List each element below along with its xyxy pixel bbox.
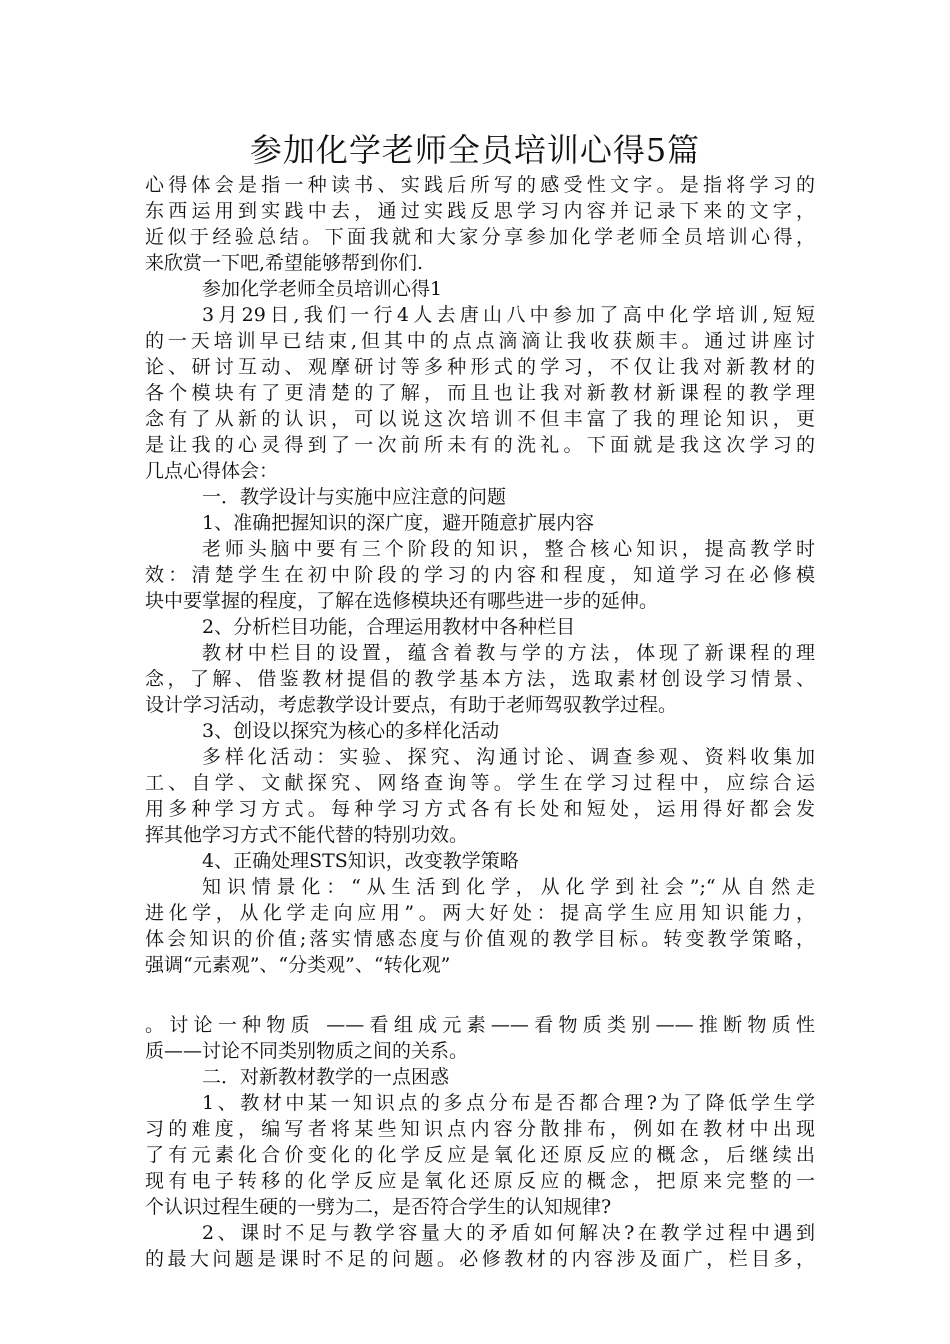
text-line: 老师头脑中要有三个阶段的知识，整合核心知识，提高教学时 [202,538,815,560]
subsection-heading: 1、准确把握知识的深广度，避开随意扩展内容 [202,512,595,534]
text-line: 质——讨论不同类别物质之间的关系。 [145,1040,469,1062]
text-line: 是让我的心灵得到了一次前所未有的洗礼。下面就是我这次学习的 [145,434,815,456]
text-line: 体会知识的价值;落实情感态度与价值观的教学目标。转变教学策略， [145,928,815,950]
blank-line [145,978,815,1012]
text-line: 知识情景化：“从生活到化学，从化学到社会”;“从自然走 [202,876,815,898]
text-line: 各个模块有了更清楚的了解，而且也让我对新教材新课程的教学理 [145,382,815,404]
text-line: 工、自学、文献探究、网络查询等。学生在学习过程中，应综合运 [145,772,815,794]
section-heading: 参加化学老师全员培训心得1 [202,278,443,300]
subsection-heading: 3、创设以探究为核心的多样化活动 [202,720,500,742]
text-line: 强调“元素观”、“分类观”、“转化观” [145,954,451,976]
text-line: 3月29日,我们一行4人去唐山八中参加了高中化学培训,短短 [202,304,815,326]
text-line: 来欣赏一下吧,希望能够帮到你们. [145,252,424,274]
text-line: 教材中栏目的设置，蕴含着教与学的方法，体现了新课程的理 [202,642,815,664]
text-line: 用多种学习方式。每种学习方式各有长处和短处，运用得好都会发 [145,798,815,820]
text-line: 念，了解、借鉴教材提倡的教学基本方法，选取素材创设学习情景、 [145,668,815,690]
text-line: 念有了从新的认识，可以说这次培训不但丰富了我的理论知识，更 [145,408,815,430]
text-line: 2、课时不足与教学容量大的矛盾如何解决?在教学过程中遇到 [202,1222,815,1244]
text-line: 习的难度，编写者将某些知识点内容分散排布，例如在教材中出现 [145,1118,815,1140]
text-line: 个认识过程生硬的一劈为二，是否符合学生的认知规律? [145,1196,612,1218]
text-line: 的一天培训早已结束,但其中的点点滴滴让我收获颇丰。通过讲座讨 [145,330,815,352]
text-line: 几点心得体会： [145,460,279,482]
text-line: 的最大问题是课时不足的问题。必修教材的内容涉及面广，栏目多， [145,1248,815,1270]
text-line: 近似于经验总结。下面我就和大家分享参加化学老师全员培训心得， [145,226,815,248]
text-line: 挥其他学习方式不能代替的特别功效。 [145,824,469,846]
text-line: 论、研讨互动、观摩研讨等多种形式的学习，不仅让我对新教材的 [145,356,815,378]
text-line: 东西运用到实践中去，通过实践反思学习内容并记录下来的文字， [145,200,815,222]
text-line: 心得体会是指一种读书、实践后所写的感受性文字。是指将学习的 [145,174,815,196]
text-line: 效：清楚学生在初中阶段的学习的内容和程度，知道学习在必修模 [145,564,815,586]
text-line: 块中要掌握的程度，了解在选修模块还有哪些进一步的延伸。 [145,590,659,612]
document-body [145,172,815,1272]
text-line: 设计学习活动，考虑教学设计要点，有助于老师驾驭教学过程。 [145,694,678,716]
section-heading: 二．对新教材教学的一点困惑 [202,1066,450,1088]
text-line: 进化学，从化学走向应用”。两大好处：提高学生应用知识能力， [145,902,815,924]
section-heading: 一．教学设计与实施中应注意的问题 [202,486,507,508]
subsection-heading: 4、正确处理STS知识，改变教学策略 [202,850,519,872]
text-line: 1、教材中某一知识点的多点分布是否都合理?为了降低学生学 [202,1092,815,1114]
text-line: 多样化活动：实验、探究、沟通讨论、调查参观、资料收集加 [202,746,815,768]
text-line: 了有元素化合价变化的化学反应是氧化还原反应的概念，后继续出 [145,1144,815,1166]
text-line: 现有电子转移的化学反应是氧化还原反应的概念，把原来完整的一 [145,1170,815,1192]
text-line: 。讨论一种物质 ——看组成元素——看物质类别——推断物质性 [145,1014,815,1036]
subsection-heading: 2、分析栏目功能，合理运用教材中各种栏目 [202,616,576,638]
document-title: 参加化学老师全员培训心得5篇 [249,131,701,169]
